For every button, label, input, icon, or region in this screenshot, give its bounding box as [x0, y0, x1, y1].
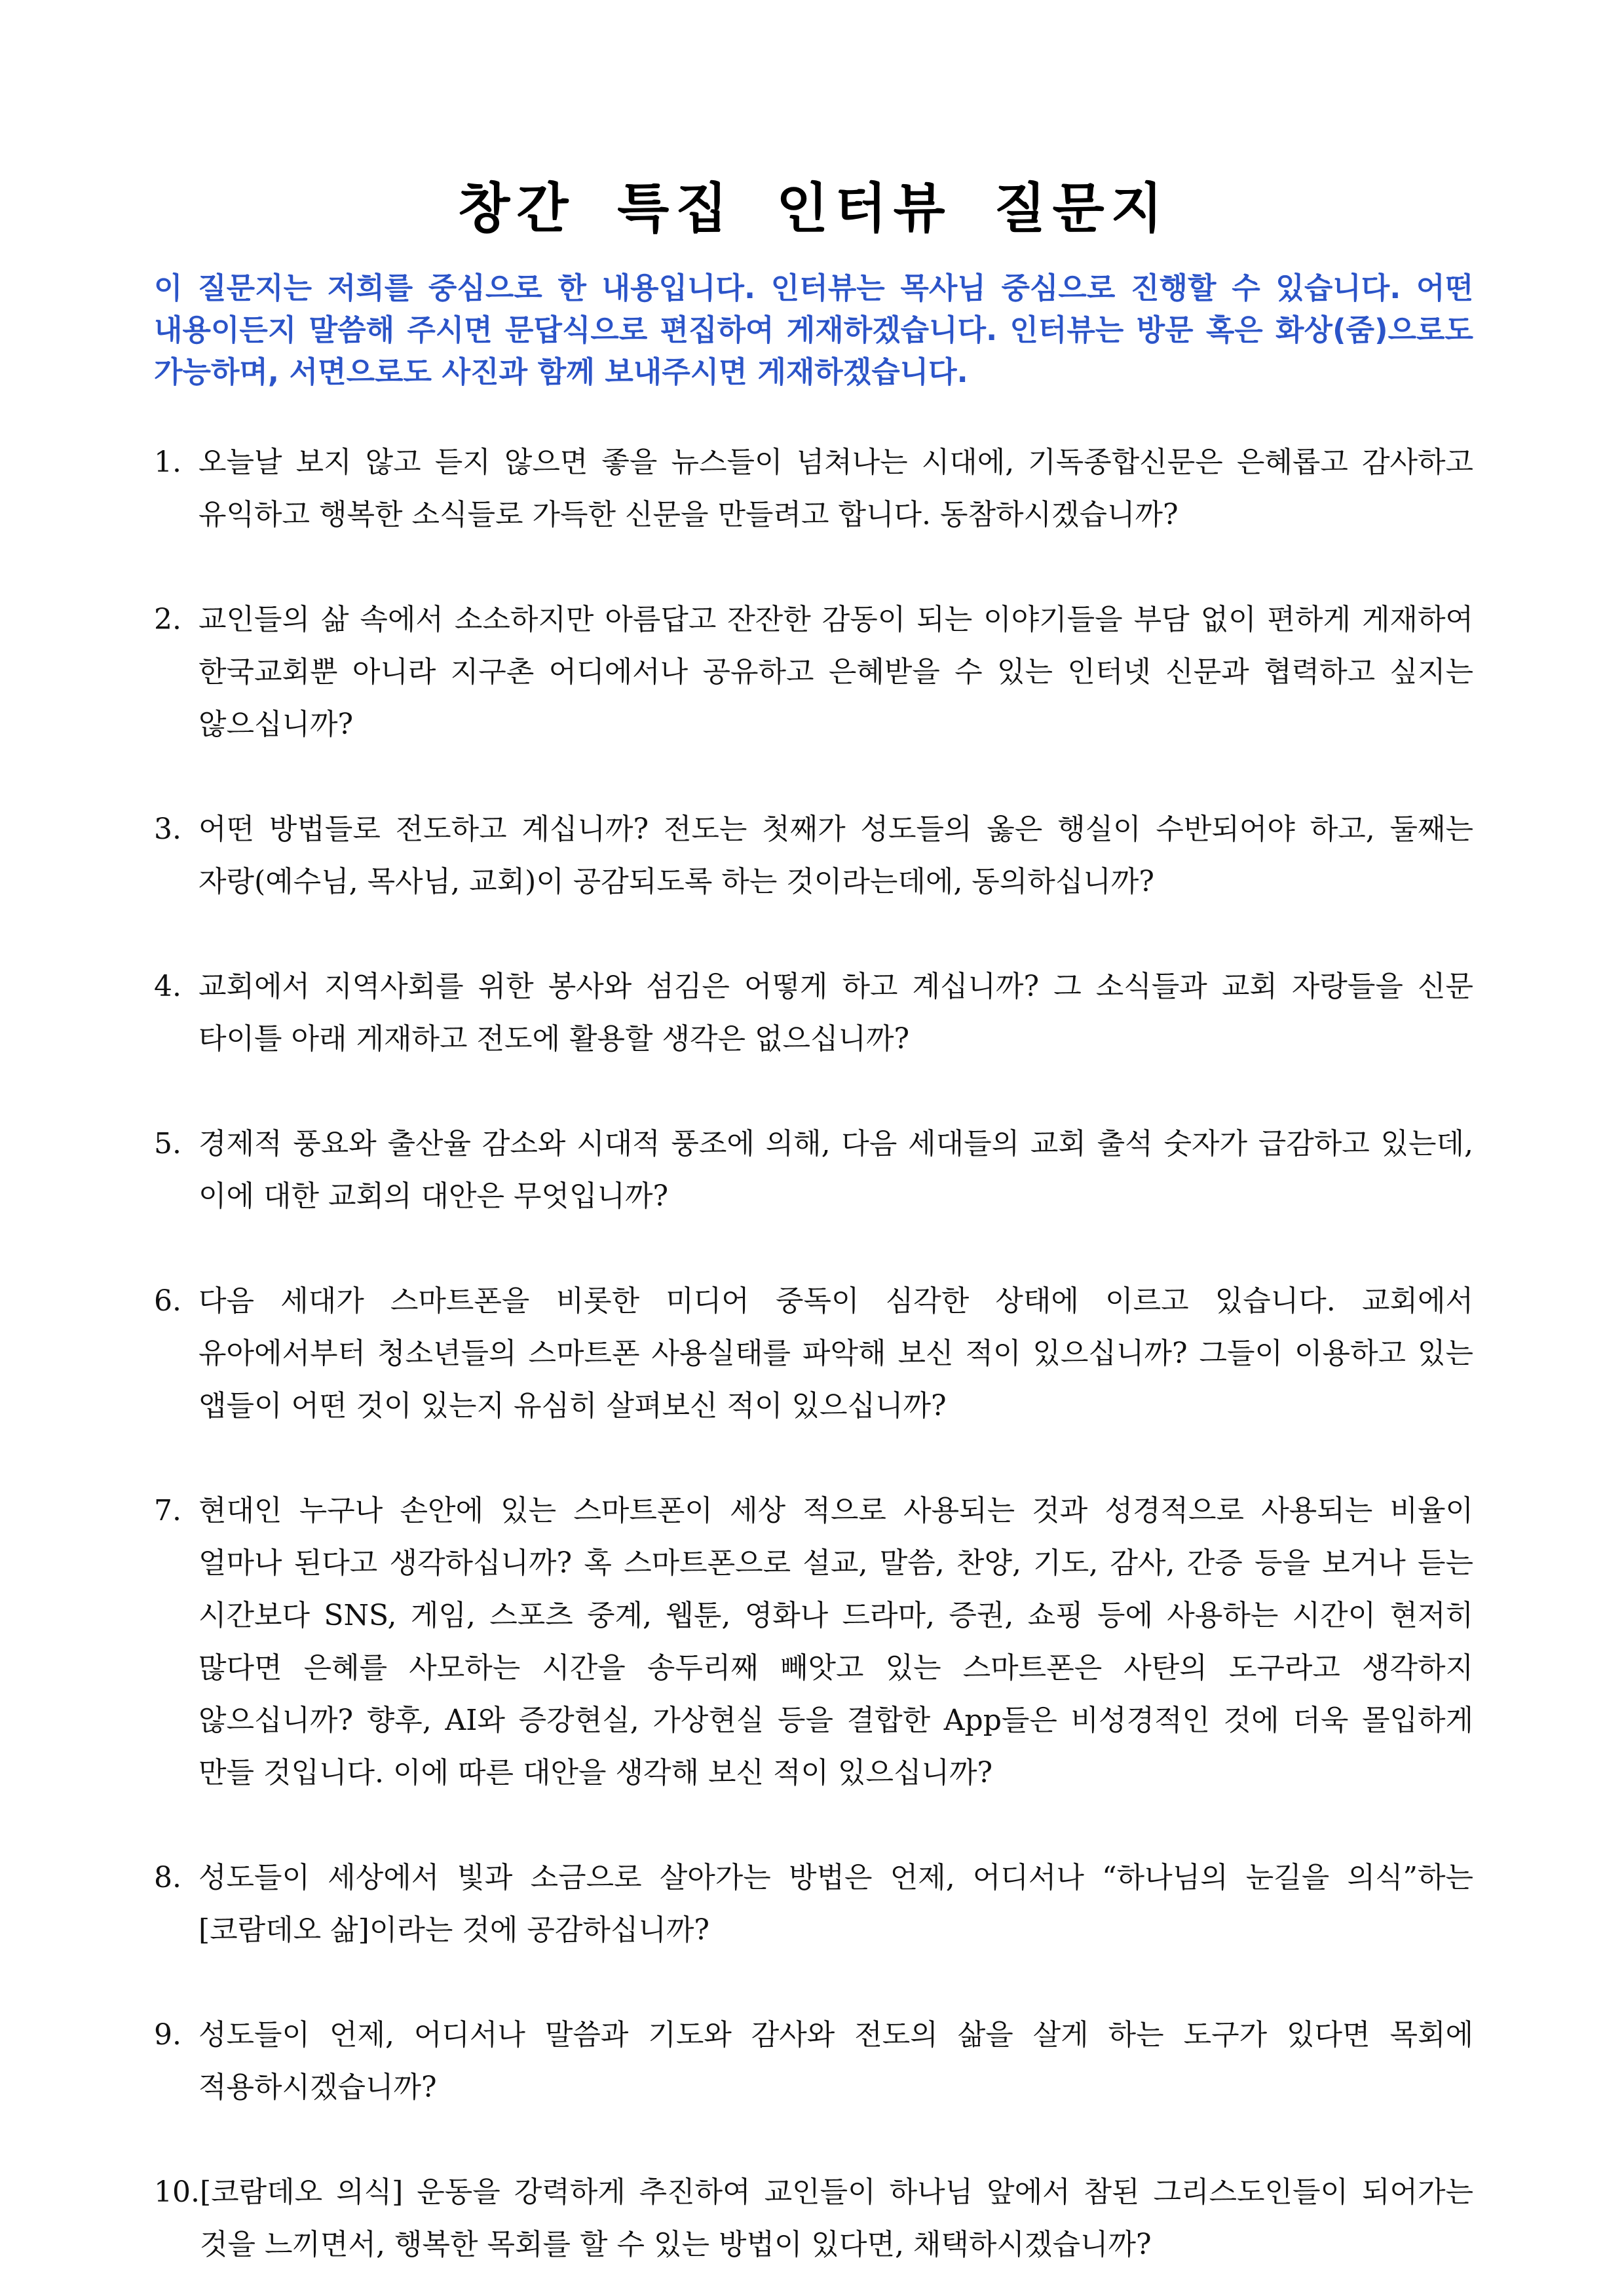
- question-list: [154, 436, 1473, 2271]
- question-text: 오늘날 보지 않고 듣지 않으면 좋을 뉴스들이 넘쳐나는 시대에, 기독종합신문은 은혜롭고 감사하고 유익하고 행복한 소식들로 가득한 신문을 만들려고 합니다. 동참하시겠습니까?: [198, 446, 1473, 532]
- question-item: [154, 594, 1473, 751]
- question-number: 7.: [154, 1494, 181, 1528]
- question-text: 경제적 풍요와 출산율 감소와 시대적 풍조에 의해, 다음 세대들의 교회 출석 숫자가 급감하고 있는데, 이에 대한 교회의 대안은 무엇입니까?: [198, 1127, 1473, 1214]
- question-item: [154, 2166, 1473, 2271]
- question-number: 5.: [154, 1127, 181, 1161]
- question-item: [154, 803, 1473, 908]
- question-text: 성도들이 세상에서 빛과 소금으로 살아가는 방법은 언제, 어디서나 “하나님의 눈길을 의식”하는 [코람데오 삶]이라는 것에 공감하십니까?: [198, 1861, 1473, 1947]
- intro-paragraph: 이 질문지는 저희를 중심으로 한 내용입니다. 인터뷰는 목사님 중심으로 진행할 수 있습니다. 어떤 내용이든지 말씀해 주시면 문답식으로 편집하여 게재하겠습니다. 인터뷰는 방문 혹은 화상(줌)으로도 가능하며, 서면으로도 사진과 함께 보내주시면 게재하겠습니다.: [154, 271, 1473, 390]
- question-text: 교인들의 삶 속에서 소소하지만 아름답고 잔잔한 감동이 되는 이야기들을 부담 없이 편하게 게재하여 한국교회뿐 아니라 지구촌 어디에서나 공유하고 은혜받을 수 있는 인터넷 신문과 협력하고 싶지는 않으십니까?: [198, 603, 1473, 742]
- document-title: 창간 특집 인터뷰 질문지: [458, 178, 1169, 240]
- question-number: 6.: [154, 1284, 181, 1318]
- question-number: 3.: [154, 813, 181, 847]
- question-text: 현대인 누구나 손안에 있는 스마트폰이 세상 적으로 사용되는 것과 성경적으로 사용되는 비율이 얼마나 된다고 생각하십니까? 혹 스마트폰으로 설교, 말씀, 찬양, 기도, 감사, 간증 등을 보거나 듣는 시간보다 SNS, 게임, 스포츠 중계, 웹툰, 영화나 드라마, 증권, 쇼핑 등에 사용하는 시간이 현저히 많다면 은혜를 사모하는 시간을 송두리째 빼앗고 있는 스마트폰은 사탄의 도구라고 생각하지 않으십니까? 향후, AI와 증강현실, 가상현실 등을 결합한 App들은 비성경적인 것에 더욱 몰입하게 만들 것입니다. 이에 따른 대안을 생각해 보신 적이 있으십니까?: [198, 1494, 1473, 1790]
- question-text: 다음 세대가 스마트폰을 비롯한 미디어 중독이 심각한 상태에 이르고 있습니다. 교회에서 유아에서부터 청소년들의 스마트폰 사용실태를 파악해 보신 적이 있으십니까? 그들이 이용하고 있는 앱들이 어떤 것이 있는지 유심히 살펴보신 적이 있으십니까?: [198, 1284, 1473, 1423]
- question-item: [154, 1275, 1473, 1432]
- question-item: [154, 1118, 1473, 1223]
- question-item: [154, 961, 1473, 1065]
- question-item: [154, 2009, 1473, 2114]
- question-item: [154, 1852, 1473, 1957]
- question-number: 10.: [154, 2175, 200, 2210]
- question-number: 9.: [154, 2018, 181, 2052]
- question-text: [코람데오 의식] 운동을 강력하게 추진하여 교인들이 하나님 앞에서 참된 그리스도인들이 되어가는 것을 느끼면서, 행복한 목회를 할 수 있는 방법이 있다면, 채택하시겠습니까?: [199, 2175, 1473, 2262]
- question-item: [154, 436, 1473, 541]
- question-number: 1.: [154, 446, 181, 480]
- question-item: [154, 1485, 1473, 1799]
- question-text: 어떤 방법들로 전도하고 계십니까? 전도는 첫째가 성도들의 옳은 행실이 수반되어야 하고, 둘째는 자랑(예수님, 목사님, 교회)이 공감되도록 하는 것이라는데에, 동의하십니까?: [198, 813, 1473, 899]
- question-text: 성도들이 언제, 어디서나 말씀과 기도와 감사와 전도의 삶을 살게 하는 도구가 있다면 목회에 적용하시겠습니까?: [198, 2018, 1473, 2105]
- question-number: 2.: [154, 603, 181, 637]
- question-number: 4.: [154, 970, 181, 1004]
- question-number: 8.: [154, 1861, 181, 1895]
- question-text: 교회에서 지역사회를 위한 봉사와 섬김은 어떻게 하고 계십니까? 그 소식들과 교회 자랑들을 신문 타이틀 아래 게재하고 전도에 활용할 생각은 없으십니까?: [198, 970, 1473, 1056]
